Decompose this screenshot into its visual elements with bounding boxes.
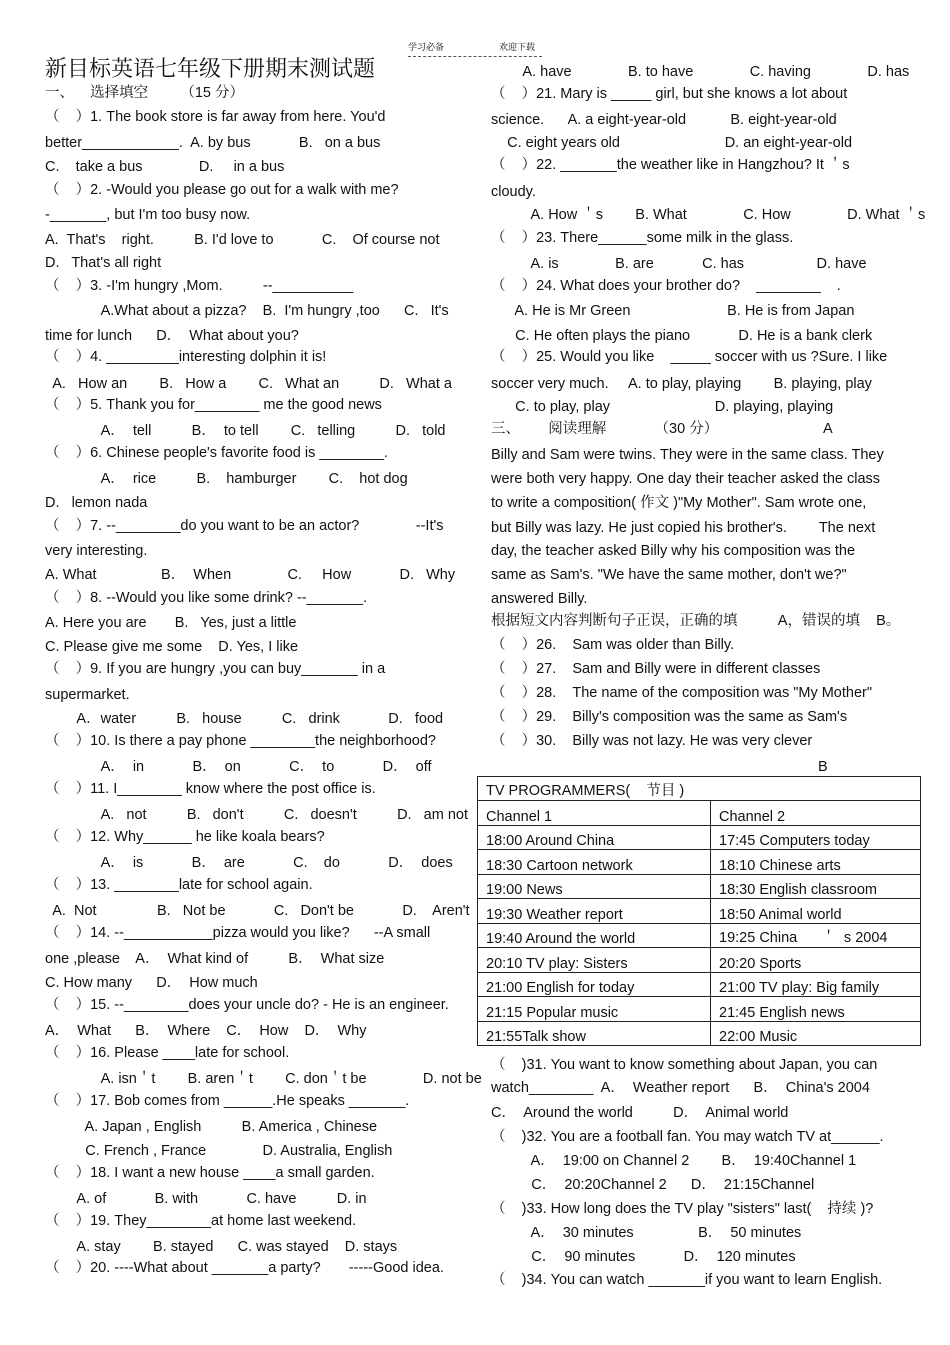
text-line: A. He is Mr Green B. He is from Japan [491, 303, 855, 319]
text-line: B [818, 759, 828, 775]
text-line: （ ）10. Is there a pay phone ________the neighborhood? [45, 733, 436, 749]
table-row [478, 923, 921, 948]
text-line: （ ）7. --________do you want to be an actor? --It's [45, 518, 444, 534]
text-line: were both very happy. One day their teacher asked the class [491, 471, 881, 487]
text-line: C. Please give me some D. Yes, I like [45, 639, 299, 655]
text-line: science. A. a eight-year-old B. eight-year-old [491, 112, 837, 128]
text-line: （ ）16. Please ____late for school. [45, 1045, 290, 1061]
tv-table-header: Channel 2 [711, 801, 921, 826]
text-line: （ ）4. _________interesting dolphin it is! [45, 349, 327, 365]
text-line: C. How many D． How much [45, 975, 258, 991]
header-divider [408, 56, 542, 57]
text-line: C. to play, play D. playing, playing [491, 399, 834, 415]
text-line: （ ）12. Why______ he like koala bears? [45, 829, 325, 845]
text-line: A. not B. don't C. doesn't D. am not [45, 807, 468, 823]
text-line: （ ）1. The book store is far away from here. You'd [45, 109, 386, 125]
text-line: A． 19:00 on Channel 2 B． 19:40Channel 1 [491, 1153, 857, 1169]
text-line: （ ）6. Chinese people's favorite food is ________. [45, 445, 388, 461]
text-line: day, the teacher asked Billy why his composition was the [491, 543, 856, 559]
text-line: （ ）21. Mary is _____ girl, but she knows a lot about [491, 86, 848, 102]
text-line: A． rice B. hamburger C. hot dog [45, 471, 408, 487]
table-cell: 19:40 Around the world [478, 923, 711, 948]
table-cell: 21:15 Popular music [478, 997, 711, 1022]
text-line: C. He often plays the piano D. He is a bank clerk [491, 328, 873, 344]
text-line: watch________ A． Weather report B． China's 2004 [491, 1080, 870, 1096]
text-line: （ ）24. What does your brother do? ________ . [491, 278, 841, 294]
table-cell: 18:00 Around China [478, 825, 711, 850]
text-line: -_______, but I'm too busy now. [45, 207, 251, 223]
text-line: cloudy. [491, 184, 536, 200]
table-cell: 20:20 Sports [711, 948, 921, 973]
table-cell: 19:00 News [478, 874, 711, 899]
text-line: very interesting. [45, 543, 148, 559]
tv-table-header: Channel 1 [478, 801, 711, 826]
text-line: A. Not B. Not be C. Don't be D. Aren't [45, 903, 470, 919]
tv-table-caption: TV PROGRAMMERS( 节目 ) [478, 777, 921, 801]
text-line: （ )31. You want to know something about Japan, you can [491, 1057, 878, 1073]
text-line: （ ）5. Thank you for________ me the good news [45, 397, 382, 413]
text-line: （ ）19. They________at home last weekend. [45, 1213, 357, 1229]
text-line: same as Sam's. "We have the same mother, don't we?" [491, 567, 847, 583]
text-line: A. is B. are C. has D. have [491, 256, 867, 272]
text-line: A． 30 minutes B． 50 minutes [491, 1225, 802, 1241]
text-line: 根据短文内容判断句子正误，正确的填 A，错误的填 B。 [491, 613, 901, 629]
table-cell: 18:10 Chinese arts [711, 850, 921, 875]
text-line: （ ）13. ________late for school again. [45, 877, 313, 893]
text-line: soccer very much. A. to play, playing B. playing, play [491, 376, 872, 392]
text-line: （ ）29. Billy's composition was the same as Sam's [491, 709, 848, 725]
text-line: A. How an B. How a C. What an D. What a [45, 376, 452, 392]
text-line: （ )32. You are a football fan. You may watch TV at______. [491, 1129, 884, 1145]
text-line: （ ）22. _______the weather like in Hangzhou? It ＇s [491, 157, 850, 173]
table-cell: 21:00 English for today [478, 972, 711, 997]
text-line: A. How ＇s B. What C. How D. What ＇s [491, 207, 926, 223]
text-line: A. Here you are B. Yes, just a little [45, 615, 297, 631]
text-line: C． Around the world D． Animal world [491, 1105, 789, 1121]
text-line: （ ）14. --___________pizza would you like? --A small [45, 925, 431, 941]
text-line: （ )34. You can watch _______if you want to learn English. [491, 1272, 883, 1288]
table-cell: 21:45 English news [711, 997, 921, 1022]
table-row [478, 850, 921, 875]
text-line: but Billy was lazy. He just copied his brother's. The next [491, 520, 876, 536]
text-line: A. of B. with C. have D. in [45, 1191, 367, 1207]
table-cell: 18:30 English classroom [711, 874, 921, 899]
text-line: （ ）11. I________ know where the post office is. [45, 781, 376, 797]
text-line: （ ）26. Sam was older than Billy. [491, 637, 735, 653]
text-line: A． tell B． to tell C. telling D. told [45, 423, 446, 439]
table-cell: 19:25 China ＇ s 2004 [711, 923, 921, 948]
table-cell: 22:00 Music [711, 1021, 921, 1046]
text-line: （ ）15. --________does your uncle do? - He is an engineer. [45, 997, 449, 1013]
table-row [478, 997, 921, 1022]
table-cell: 18:30 Cartoon network [478, 850, 711, 875]
text-line: C． 20:20Channel 2 D． 21:15Channel [491, 1177, 815, 1193]
text-line: （ ）28. The name of the composition was "My Mother" [491, 685, 873, 701]
text-line: supermarket. [45, 687, 130, 703]
text-line: （ ）18. I want a new house ____a small garden. [45, 1165, 375, 1181]
text-line: D. That's all right [45, 255, 162, 271]
text-line: （ ）25. Would you like _____ soccer with us ?Sure. I like [491, 349, 888, 365]
table-row [478, 1021, 921, 1046]
text-line: A．water B. house C. drink D. food [45, 711, 444, 727]
table-row [478, 825, 921, 850]
table-cell: 19:30 Weather report [478, 899, 711, 924]
table-cell: 21:55Talk show [478, 1021, 711, 1046]
table-row [478, 899, 921, 924]
text-line: better____________. A. by bus B. on a bus [45, 135, 381, 151]
text-line: A． is B． are C. do D． does [45, 855, 453, 871]
table-row [478, 948, 921, 973]
table-cell: 21:00 TV play: Big family [711, 972, 921, 997]
text-line: （ ）20. ----What about _______a party? -----Good idea. [45, 1260, 444, 1276]
table-cell: 17:45 Computers today [711, 825, 921, 850]
text-line: A． in B． on C． to D． off [45, 759, 432, 775]
table-cell: 20:10 TV play: Sisters [478, 948, 711, 973]
table-row [478, 972, 921, 997]
text-line: C. French , France D. Australia, English [45, 1143, 393, 1159]
header-left-note: 学习必备 [408, 42, 445, 52]
text-line: A． What B． Where C． How D． Why [45, 1023, 367, 1039]
text-line: 三、 阅读理解 （30 分） A [491, 421, 833, 437]
table-cell: 18:50 Animal world [711, 899, 921, 924]
text-line: （ ）27. Sam and Billy were in different classes [491, 661, 821, 677]
text-line: A. Japan , English B. America , Chinese [45, 1119, 378, 1135]
text-line: （ ）9. If you are hungry ,you can buy_______ in a [45, 661, 386, 677]
text-line: （ ）2. -Would you please go out for a walk with me? [45, 182, 399, 198]
text-line: A. isn＇t B. aren＇t C. don＇t be D. not be [45, 1071, 482, 1087]
text-line: A. What B． When C. How D. Why [45, 567, 456, 583]
text-line: C. take a bus D. in a bus [45, 159, 285, 175]
text-line: time for lunch D． What about you? [45, 328, 299, 344]
text-line: A. have B. to have C. having D. has [491, 64, 910, 80]
text-line: one ,please A． What kind of B． What size [45, 951, 385, 967]
header-right-note: 欢迎下载 [499, 42, 536, 52]
text-line: （ ）23. There______some milk in the glass. [491, 230, 794, 246]
table-row [478, 874, 921, 899]
text-line: （ ）17. Bob comes from ______.He speaks _______. [45, 1093, 410, 1109]
text-line: （ ）3. -I'm hungry ,Mom. --__________ [45, 278, 354, 294]
text-line: A. stay B. stayed C. was stayed D. stays [45, 1239, 398, 1255]
text-line: to write a composition( 作文 )"My Mother". Sam wrote one, [491, 495, 867, 511]
text-line: Billy and Sam were twins. They were in the same class. They [491, 447, 884, 463]
text-line: D. lemon nada [45, 495, 148, 511]
text-line: A.What about a pizza? B. I'm hungry ,too C. It's [45, 303, 449, 319]
text-line: （ )33. How long does the TV play "sisters" last( 持续 )? [491, 1201, 874, 1217]
text-line: （ ）30. Billy was not lazy. He was very clever [491, 733, 813, 749]
text-line: A. That's right. B. I'd love to C. Of course not [45, 232, 440, 248]
text-line: answered Billy. [491, 591, 588, 607]
text-line: （ ）8. --Would you like some drink? --_______. [45, 590, 368, 606]
tv-programme-table [477, 776, 921, 1046]
text-line: C. eight years old D. an eight-year-old [491, 135, 853, 151]
page-title: 新目标英语七年级下册期末测试题 [45, 57, 376, 82]
text-line: C． 90 minutes D． 120 minutes [491, 1249, 796, 1265]
text-line: 一、 选择填空 （15 分） [45, 85, 244, 101]
